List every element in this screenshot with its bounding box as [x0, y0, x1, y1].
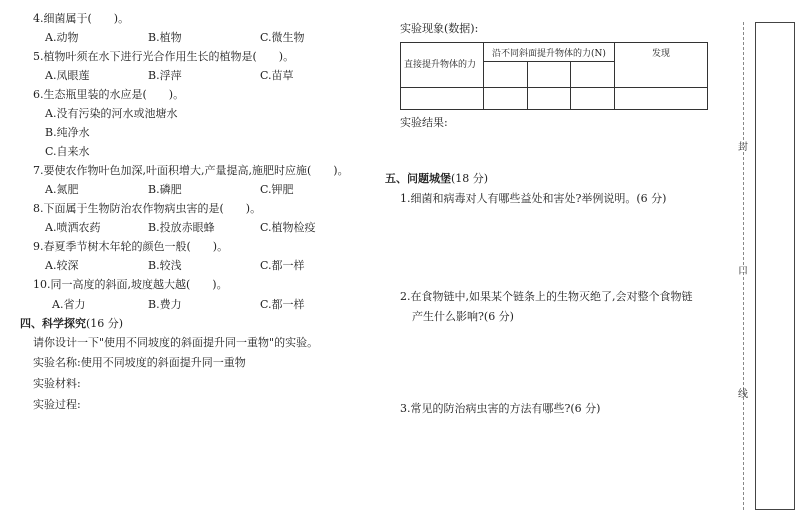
observation-table: [400, 42, 708, 110]
q4-option-a: A.动物: [45, 31, 79, 44]
q7-stem: 7.要使农作物叶色加深,叶面积增大,产量提高,施肥时应施( )。: [33, 164, 349, 177]
q7-option-a: A.氮肥: [45, 183, 79, 196]
table-cell[interactable]: [527, 62, 571, 88]
q8-option-a: A.喷洒农药: [45, 221, 101, 234]
section-5-title: 五、问题城堡: [385, 172, 451, 185]
q4-stem: 4.细菌属于( )。: [33, 12, 130, 25]
binding-margin-box: [755, 22, 795, 510]
section-5-score: (18 分): [451, 172, 489, 185]
section-5-question-2-line-2: 产生什么影响?(6 分): [412, 310, 514, 323]
q10-stem: 10.同一高度的斜面,坡度越大越( )。: [33, 278, 228, 291]
q6-option-b: B.纯净水: [45, 126, 90, 139]
q7-option-b: B.磷肥: [148, 183, 182, 196]
experiment-materials-label: 实验材料:: [33, 377, 81, 390]
table-cell[interactable]: [527, 88, 571, 110]
section-4-heading: [20, 317, 123, 331]
q9-option-a: A.较深: [45, 259, 79, 272]
section-4-title: 四、科学探究: [20, 317, 86, 330]
table-cell[interactable]: [484, 62, 528, 88]
phenomena-label: 实验现象(数据):: [400, 22, 479, 35]
q5-option-a: A.凤眼莲: [45, 69, 90, 82]
q4-option-b: B.植物: [148, 31, 182, 44]
q5-option-b: B.浮萍: [148, 69, 182, 82]
binding-char-mouth: 口: [738, 266, 748, 277]
q10-option-b: B.费力: [148, 298, 182, 311]
q8-option-c: C.植物检疫: [260, 221, 316, 234]
table-cell[interactable]: [571, 88, 615, 110]
table-header-finding: 发现: [615, 43, 708, 88]
q7-option-c: C.钾肥: [260, 183, 294, 196]
q5-stem: 5.植物叶须在水下进行光合作用生长的植物是( )。: [33, 50, 295, 63]
q6-stem: 6.生态瓶里装的水应是( )。: [33, 88, 185, 101]
experiment-process-label: 实验过程:: [33, 398, 81, 411]
experiment-name: 实验名称:使用不同坡度的斜面提升同一重物: [33, 356, 246, 369]
table-cell[interactable]: [571, 62, 615, 88]
section-4-score: (16 分): [86, 317, 124, 330]
section-4-intro: 请你设计一下"使用不同坡度的斜面提升同一重物"的实验。: [33, 336, 319, 349]
section-5-question-2-line-1: 2.在食物链中,如果某个链条上的生物灭绝了,会对整个食物链: [400, 290, 693, 303]
q8-option-b: B.投放赤眼蜂: [148, 221, 215, 234]
q6-option-a: A.没有污染的河水或池塘水: [45, 107, 178, 120]
q9-stem: 9.春夏季节树木年轮的颜色一般( )。: [33, 240, 229, 253]
table-cell[interactable]: [615, 88, 708, 110]
table-header-direct-force: 直接提升物体的力: [401, 43, 484, 88]
q9-option-b: B.较浅: [148, 259, 182, 272]
binding-char-line: 线: [738, 389, 748, 400]
result-label: 实验结果:: [400, 116, 448, 129]
q10-option-a: A.省力: [52, 298, 86, 311]
table-header-slope-force: 沿不同斜面提升物体的力(N): [484, 43, 615, 62]
q10-option-c: C.都一样: [260, 298, 305, 311]
section-5-question-1: 1.细菌和病毒对人有哪些益处和害处?举例说明。(6 分): [400, 192, 667, 205]
q9-option-c: C.都一样: [260, 259, 305, 272]
table-cell[interactable]: [401, 88, 484, 110]
q6-option-c: C.自来水: [45, 145, 90, 158]
section-5-heading: [385, 172, 488, 186]
section-5-question-3: 3.常见的防治病虫害的方法有哪些?(6 分): [400, 402, 601, 415]
q8-stem: 8.下面属于生物防治农作物病虫害的是( )。: [33, 202, 262, 215]
table-cell[interactable]: [484, 88, 528, 110]
q4-option-c: C.微生物: [260, 31, 305, 44]
q5-option-c: C.苗草: [260, 69, 294, 82]
binding-char-seal: 封: [738, 142, 748, 153]
